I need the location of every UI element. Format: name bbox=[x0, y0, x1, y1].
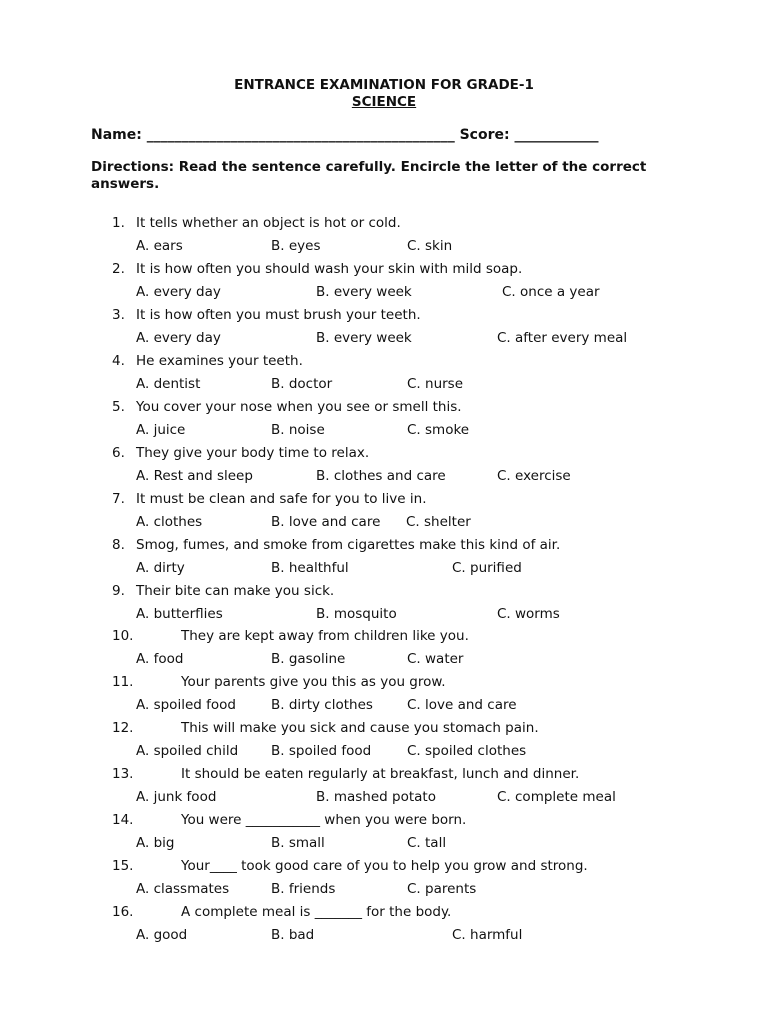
option-a[interactable]: A. juice bbox=[136, 422, 186, 438]
option-b[interactable]: B. healthful bbox=[271, 560, 349, 576]
question-10 bbox=[0, 628, 768, 674]
question-text: Your parents give you this as you grow. bbox=[181, 674, 446, 690]
option-a[interactable]: A. spoiled food bbox=[136, 697, 236, 713]
exam-title: ENTRANCE EXAMINATION FOR GRADE-1 bbox=[234, 77, 534, 93]
option-c[interactable]: C. spoiled clothes bbox=[407, 743, 527, 759]
option-a[interactable]: A. classmates bbox=[136, 881, 230, 897]
question-number: 5. bbox=[112, 399, 125, 415]
option-c[interactable]: C. worms bbox=[497, 606, 560, 622]
question-number: 13. bbox=[112, 766, 134, 782]
question-number: 12. bbox=[112, 720, 134, 736]
question-number: 7. bbox=[112, 491, 125, 507]
question-text: They are kept away from children like you. bbox=[181, 628, 469, 644]
question-4 bbox=[0, 353, 768, 399]
question-1 bbox=[0, 215, 768, 261]
option-b[interactable]: B. small bbox=[271, 835, 325, 851]
option-b[interactable]: B. noise bbox=[271, 422, 325, 438]
question-number: 2. bbox=[112, 261, 125, 277]
question-text: Your____ took good care of you to help you grow and strong. bbox=[181, 858, 588, 874]
option-b[interactable]: B. doctor bbox=[271, 376, 333, 392]
option-c[interactable]: C. once a year bbox=[502, 284, 600, 300]
option-b[interactable]: B. love and care bbox=[271, 514, 381, 530]
question-text: Their bite can make you sick. bbox=[136, 583, 335, 599]
option-c[interactable]: C. smoke bbox=[407, 422, 470, 438]
option-b[interactable]: B. eyes bbox=[271, 238, 321, 254]
option-a[interactable]: A. dirty bbox=[136, 560, 185, 576]
option-a[interactable]: A. ears bbox=[136, 238, 183, 254]
question-number: 10. bbox=[112, 628, 134, 644]
question-number: 8. bbox=[112, 537, 125, 553]
question-text: Smog, fumes, and smoke from cigarettes make this kind of air. bbox=[136, 537, 561, 553]
question-16 bbox=[0, 904, 768, 950]
option-a[interactable]: A. every day bbox=[136, 284, 221, 300]
question-2 bbox=[0, 261, 768, 307]
question-number: 11. bbox=[112, 674, 134, 690]
question-number: 9. bbox=[112, 583, 125, 599]
question-text: A complete meal is _______ for the body. bbox=[181, 904, 452, 920]
question-text: It is how often you must brush your teeth. bbox=[136, 307, 421, 323]
question-text: It should be eaten regularly at breakfast, lunch and dinner. bbox=[181, 766, 580, 782]
question-text: It must be clean and safe for you to live in. bbox=[136, 491, 427, 507]
option-b[interactable]: B. friends bbox=[271, 881, 336, 897]
option-b[interactable]: B. every week bbox=[316, 330, 412, 346]
question-text: It is how often you should wash your skin with mild soap. bbox=[136, 261, 523, 277]
question-13 bbox=[0, 766, 768, 812]
option-b[interactable]: B. every week bbox=[316, 284, 412, 300]
question-number: 1. bbox=[112, 215, 125, 231]
question-number: 16. bbox=[112, 904, 134, 920]
option-b[interactable]: B. mosquito bbox=[316, 606, 397, 622]
question-8 bbox=[0, 537, 768, 583]
question-text: You were ___________ when you were born. bbox=[181, 812, 467, 828]
option-c[interactable]: C. exercise bbox=[497, 468, 571, 484]
option-c[interactable]: C. skin bbox=[407, 238, 453, 254]
question-text: It tells whether an object is hot or cold. bbox=[136, 215, 401, 231]
option-a[interactable]: A. junk food bbox=[136, 789, 217, 805]
option-a[interactable]: A. spoiled child bbox=[136, 743, 239, 759]
option-a[interactable]: A. clothes bbox=[136, 514, 203, 530]
option-c[interactable]: C. water bbox=[407, 651, 464, 667]
question-number: 4. bbox=[112, 353, 125, 369]
option-c[interactable]: C. complete meal bbox=[497, 789, 616, 805]
option-a[interactable]: A. dentist bbox=[136, 376, 201, 392]
option-a[interactable]: A. big bbox=[136, 835, 175, 851]
question-text: You cover your nose when you see or smell this. bbox=[136, 399, 462, 415]
question-number: 6. bbox=[112, 445, 125, 461]
option-a[interactable]: A. good bbox=[136, 927, 188, 943]
question-text: He examines your teeth. bbox=[136, 353, 303, 369]
question-number: 15. bbox=[112, 858, 134, 874]
option-a[interactable]: A. every day bbox=[136, 330, 221, 346]
question-12 bbox=[0, 720, 768, 766]
option-c[interactable]: C. shelter bbox=[406, 514, 471, 530]
option-c[interactable]: C. harmful bbox=[452, 927, 523, 943]
question-11 bbox=[0, 674, 768, 720]
option-b[interactable]: B. mashed potato bbox=[316, 789, 436, 805]
option-b[interactable]: B. clothes and care bbox=[316, 468, 446, 484]
exam-subject: SCIENCE bbox=[351, 94, 417, 110]
question-9 bbox=[0, 583, 768, 629]
option-b[interactable]: B. gasoline bbox=[271, 651, 346, 667]
question-3 bbox=[0, 307, 768, 353]
option-c[interactable]: C. nurse bbox=[407, 376, 464, 392]
question-15 bbox=[0, 858, 768, 904]
question-7 bbox=[0, 491, 768, 537]
question-number: 14. bbox=[112, 812, 134, 828]
option-b[interactable]: B. spoiled food bbox=[271, 743, 372, 759]
option-c[interactable]: C. tall bbox=[407, 835, 447, 851]
name-score-line: Name: ____________________________________________ Score: ____________ bbox=[91, 127, 599, 143]
directions: Directions: Read the sentence carefully. Encircle the letter of the correct answers. bbox=[91, 159, 647, 192]
option-c[interactable]: C. love and care bbox=[407, 697, 517, 713]
question-6 bbox=[0, 445, 768, 491]
question-14 bbox=[0, 812, 768, 858]
question-text: This will make you sick and cause you stomach pain. bbox=[181, 720, 539, 736]
option-c[interactable]: C. parents bbox=[407, 881, 477, 897]
option-b[interactable]: B. bad bbox=[271, 927, 315, 943]
option-a[interactable]: A. butterflies bbox=[136, 606, 223, 622]
question-number: 3. bbox=[112, 307, 125, 323]
option-b[interactable]: B. dirty clothes bbox=[271, 697, 373, 713]
option-a[interactable]: A. Rest and sleep bbox=[136, 468, 253, 484]
option-a[interactable]: A. food bbox=[136, 651, 184, 667]
question-text: They give your body time to relax. bbox=[136, 445, 370, 461]
option-c[interactable]: C. after every meal bbox=[497, 330, 628, 346]
option-c[interactable]: C. purified bbox=[452, 560, 522, 576]
question-5 bbox=[0, 399, 768, 445]
